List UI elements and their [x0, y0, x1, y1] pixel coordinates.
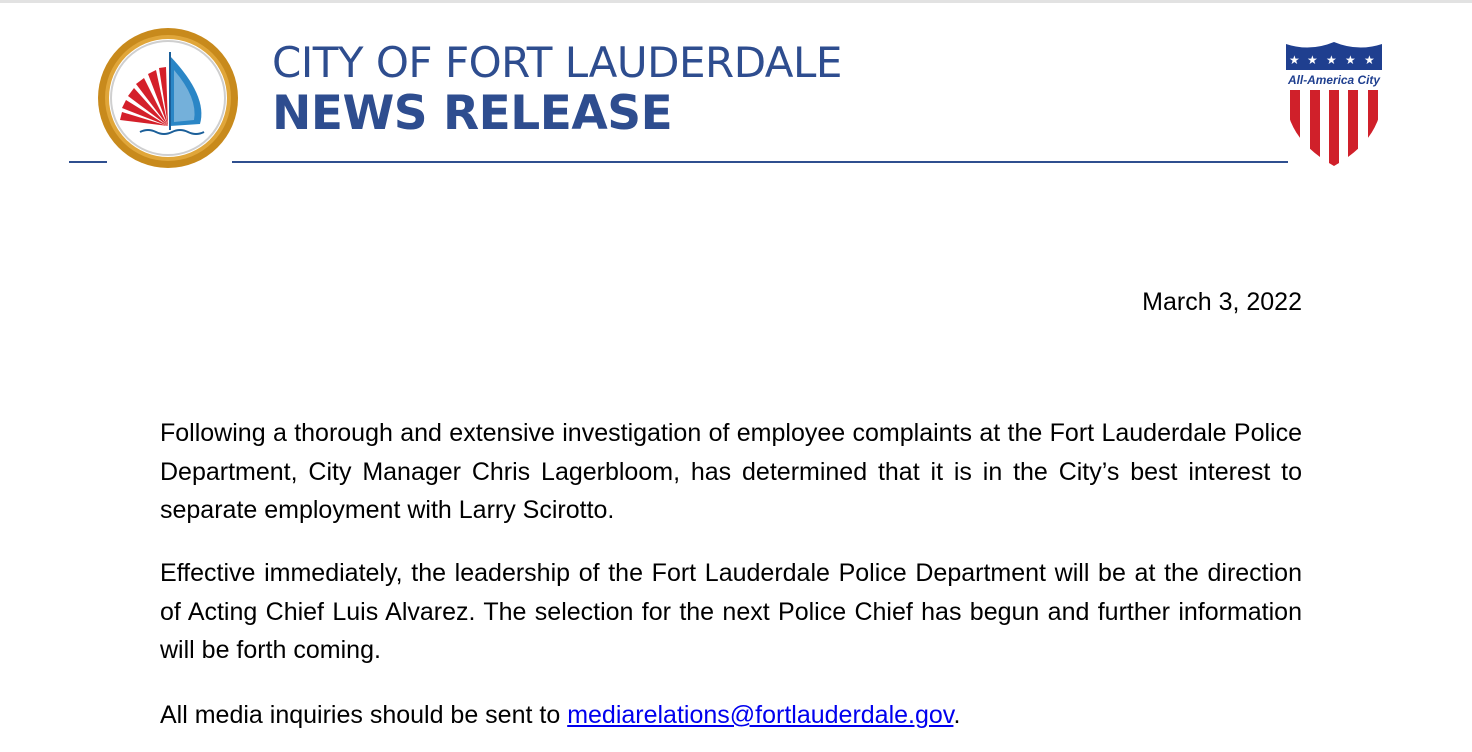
news-release-heading: NEWS RELEASE — [272, 86, 673, 141]
header-rule-left — [69, 161, 107, 163]
svg-text:★: ★ — [1364, 53, 1375, 67]
svg-text:★: ★ — [1326, 53, 1337, 67]
city-name-heading: CITY OF FORT LAUDERDALE — [272, 38, 842, 87]
body-paragraph-3 — [160, 696, 1302, 735]
header-rule — [232, 161, 1288, 163]
media-email-link[interactable]: mediarelations@fortlauderdale.gov — [567, 701, 954, 729]
media-inquiries-text: All media inquiries should be sent to — [160, 701, 568, 729]
body-paragraph-2: Effective immediately, the leadership of the Fort Lauderdale Police Department will be at the direction of Acting Chief Luis Alvarez. The selection for the next Police Chief has begun and further information will be forth coming. — [160, 559, 1302, 664]
body-paragraph-1: Following a thorough and extensive investigation of employee complaints at the Fort Lauderdale Police Department, City Manager Chris Lagerbloom, has determined that it is in the City’s best interest to separate employment with Larry Scirotto. — [160, 419, 1302, 524]
release-date: March 3, 2022 — [1142, 288, 1302, 316]
badge-label: All-America City — [1286, 75, 1381, 87]
svg-text:★: ★ — [1307, 53, 1318, 67]
svg-text:★: ★ — [1345, 53, 1356, 67]
period-text: . — [953, 701, 961, 729]
svg-text:★: ★ — [1289, 53, 1300, 67]
all-america-city-shield-icon — [1284, 40, 1384, 168]
city-seal-icon — [96, 26, 240, 170]
page-top-border — [0, 0, 1472, 3]
